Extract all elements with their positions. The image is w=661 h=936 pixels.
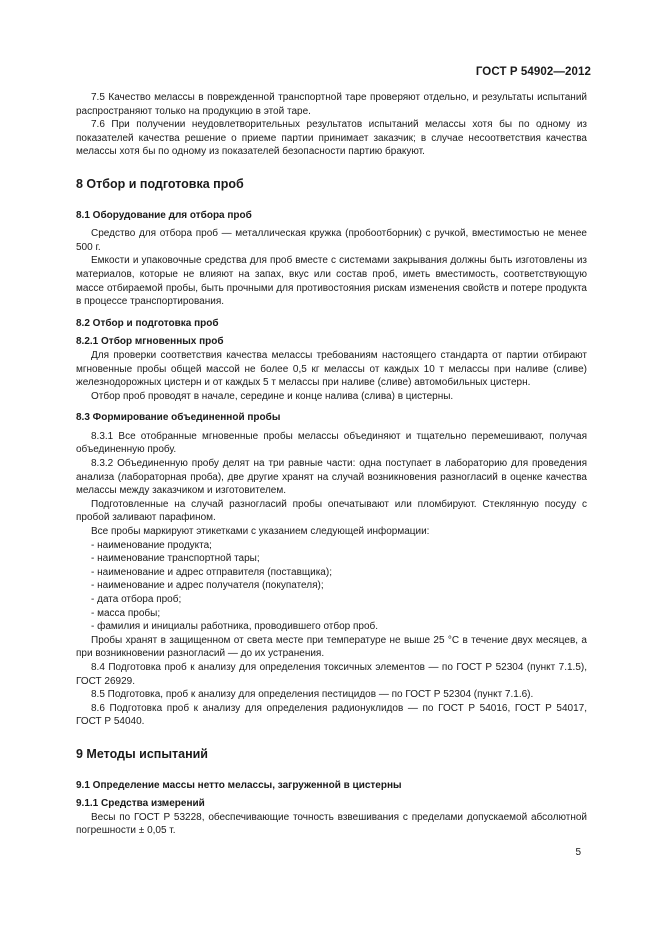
section-8-3-heading: 8.3 Формирование объединенной пробы — [76, 412, 281, 424]
paragraph-8-3-sealing: Подготовленные на случай разногласий пробы опечатывают или пломбируют. Стеклянную посуду с пробой заливают парафином. — [76, 498, 587, 524]
paragraph-8-6: 8.6 Подготовка проб к анализу для определения радионуклидов — по ГОСТ Р 54016, ГОСТ Р 54017, ГОСТ Р 54040. — [76, 702, 587, 728]
paragraph-8-4: 8.4 Подготовка проб к анализу для определения токсичных элементов — по ГОСТ Р 52304 (пункт 7.1.5), ГОСТ 26929. — [76, 661, 587, 687]
document-code-header: ГОСТ Р 54902—2012 — [475, 66, 591, 78]
paragraph-8-2-1-timing: Отбор проб проводят в начале, середине и конце налива (слива) в цистерны. — [91, 390, 454, 402]
page-number: 5 — [575, 847, 581, 858]
paragraph-8-3-1: 8.3.1 Все отобранные мгновенные пробы мелассы объединяют и тщательно перемешивают, получая объединенную пробу. — [76, 430, 587, 456]
section-8-2-1-heading: 8.2.1 Отбор мгновенных проб — [76, 336, 224, 348]
paragraph-8-3-labels: Все пробы маркируют этикетками с указанием следующей информации: — [91, 526, 430, 538]
paragraph-8-5: 8.5 Подготовка, проб к анализу для определения пестицидов — по ГОСТ Р 52304 (пункт 7.1.6). — [91, 689, 534, 701]
paragraph-8-1-containers: Емкости и упаковочные средства для проб вместе с системами закрывания должны быть изготовлены из материалов, которые не влияют на запах, вкус или состав проб, иметь вместимость, соответствующую массе отбираемой пробы, быть прочными для противостояния рискам изменения свойств и потере продукта в процессе транспортирования. — [76, 255, 587, 308]
paragraph-8-2-1-sampling: Для проверки соответствия качества мелассы требованиям настоящего стандарта от партии отбирают мгновенные пробы общей массой не более 0,5 кг мелассы от каждых 10 т мелассы при наливе (сливе) железнодорожных цистерн и от каждых 5 т мелассы при наливе (сливе) автомобильных цистерн. — [76, 349, 587, 389]
paragraph-8-1-sampler: Средство для отбора проб — металлическая кружка (пробоотборник) с ручкой, вместимостью не менее 500 г. — [76, 228, 587, 253]
paragraph-8-3-2: 8.3.2 Объединенную пробу делят на три равные части: одна поступает в лабораторию для проведения анализа (лабораторная проба), две другие хранят на случай возникновения разногласий в оценке качества мелассы между заказчиком и изготовителем. — [76, 458, 587, 497]
page-content — [76, 91, 587, 838]
list-item: - наименование продукта; — [91, 539, 212, 551]
list-item: - масса пробы; — [91, 607, 161, 619]
list-item: - наименование и адрес получателя (покупателя); — [91, 580, 324, 592]
paragraph-7-5: 7.5 Качество мелассы в поврежденной транспортной таре проверяют отдельно, и результаты испытаний распространяют только на продукцию в этой таре. — [76, 92, 587, 117]
list-item: - наименование транспортной тары; — [91, 553, 260, 565]
list-item: - наименование и адрес отправителя (поставщика); — [91, 566, 332, 578]
section-9-1-heading: 9.1 Определение массы нетто мелассы, загруженной в цистерны — [76, 779, 402, 791]
section-8-1-heading: 8.1 Оборудование для отбора проб — [76, 209, 252, 221]
list-item: - дата отбора проб; — [91, 594, 182, 605]
label-info-list — [76, 539, 587, 634]
section-8-2-heading: 8.2 Отбор и подготовка проб — [76, 317, 219, 329]
section-8-heading: 8 Отбор и подготовка проб — [76, 176, 244, 191]
paragraph-8-3-storage: Пробы хранят в защищенном от света месте при температуре не выше 25 °С в течение двух месяцев, а при возникновении разногласий — до их устранения. — [76, 634, 587, 660]
section-9-heading: 9 Методы испытаний — [76, 746, 208, 761]
list-item: - фамилия и инициалы работника, проводившего отбор проб. — [91, 621, 379, 633]
section-9-1-1-heading: 9.1.1 Средства измерений — [76, 798, 205, 810]
paragraph-9-1-1-scales: Весы по ГОСТ Р 53228, обеспечивающие точность взвешивания с пределами допускаемой абсолютной погрешности ± 0,05 т. — [76, 811, 587, 837]
paragraph-7-6: 7.6 При получении неудовлетворительных результатов испытаний мелассы хотя бы по одному из показателей качества решение о приеме партии принимает заказчик; в случае несоответствия качества мелассы хотя бы по одному из показателей безопасности партию бракуют. — [76, 119, 587, 158]
